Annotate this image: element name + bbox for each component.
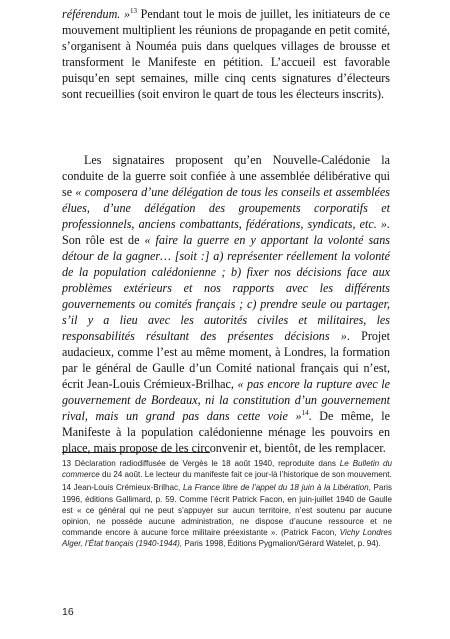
page-number: 16 — [62, 606, 74, 618]
footnote-text: Paris 1998, Éditions Pygmalion/Gérard Watelet, p. 94). — [182, 539, 381, 549]
footnote-13 — [62, 458, 392, 480]
italic-quote: « composera d’une délégation de tous les conseils et assemblées élues, d’une délégation des groupements corporatifs et professionnels, anciens combattants, fédérations, syndicats, etc. ». — [62, 185, 390, 231]
italic-quote: référendum. » — [62, 7, 131, 21]
body-text: . De même, le Manifeste à la population calédonienne ménage les pouvoirs en place, mais propose de les circonvenir et, bientôt, de les remplacer. — [62, 409, 391, 455]
footnote-text: 14 Jean-Louis Crémieux-Brilhac, — [62, 483, 183, 493]
footnote-separator — [62, 452, 210, 453]
footnote-italic: Vichy Londres Alger, l’État français (1940-1944), — [62, 528, 392, 549]
footnote-ref-13[interactable]: 13 — [130, 6, 138, 15]
footnotes — [62, 458, 392, 552]
italic-quote: « faire la guerre en y apportant la volonté sans détour de la gagner… [soit :] a) représenter réellement la volonté de la population calédonienne ; b) fixer nos décisions face aux problèmes extérieurs et nos rapports avec les différents gouvernements ou comités français ; c) prendre seule ou partager, s’il y a lieu avec les autorités civiles et militaires, les responsabilités résultant des présentes décisions » — [62, 233, 390, 343]
footnote-italic: Le Bulletin du commerce — [62, 459, 392, 480]
body-text: Pendant tout le mois de juillet, les initiateurs de ce mouvement multiplient les réunions de propagande en petit comité, s’organisent à Nouméa puis dans quelques villages de brousse et transforment le Manifeste en pétition. L’accueil est favorable puisqu’en sept semaines, mille cinq cents signatures d’électeurs sont recueillies (soit environ le quart de tous les électeurs inscrits). — [62, 7, 390, 101]
paragraph-2 — [62, 152, 390, 456]
italic-quote: « pas encore la rupture avec le gouvernement de Bordeaux, ni la constitution d’un gouvernement rival, mais un grand pas dans cette voie » — [62, 377, 390, 423]
footnote-text: du 24 août. Le lecteur du manifeste fait ce jour-là l’historique de son mouvement. — [99, 470, 392, 480]
footnote-ref-14[interactable]: 14 — [301, 408, 309, 417]
paragraph-1 — [62, 6, 390, 102]
body-text: Son rôle est de — [62, 233, 145, 247]
body-text: Les signataires proposent qu’en Nouvelle-Calédonie la conduite de la guerre soit confiée à une assemblée délibérative qui se — [62, 153, 390, 199]
footnote-italic: La France libre de l’appel du 18 juin à la Libération — [182, 483, 369, 493]
body-text: . Projet audacieux, comme l’est au même moment, à Londres, la formation par le général de Gaulle d’un Comité national français qui n’est, écrit Jean-Louis Crémieux-Brilhac, — [62, 329, 390, 391]
footnote-text: , Paris 1996, éditions Gallimard, p. 59. Comme l’écrit Patrick Facon, en juin-juillet 1940 de Gaulle est « ce général qui ne peut s’appuyer sur aucun territoire, n’est soutenu par aucune opinion, ne possède aucune administration, ne dispose d’aucune ressource et ne commande encore à aucune force militaire préexistante ». (Patrick Facon, — [62, 483, 392, 538]
footnote-14 — [62, 482, 392, 549]
footnote-text: 13 Déclaration radiodiffusée de Vergès le 18 août 1940, reproduite dans — [62, 459, 340, 468]
